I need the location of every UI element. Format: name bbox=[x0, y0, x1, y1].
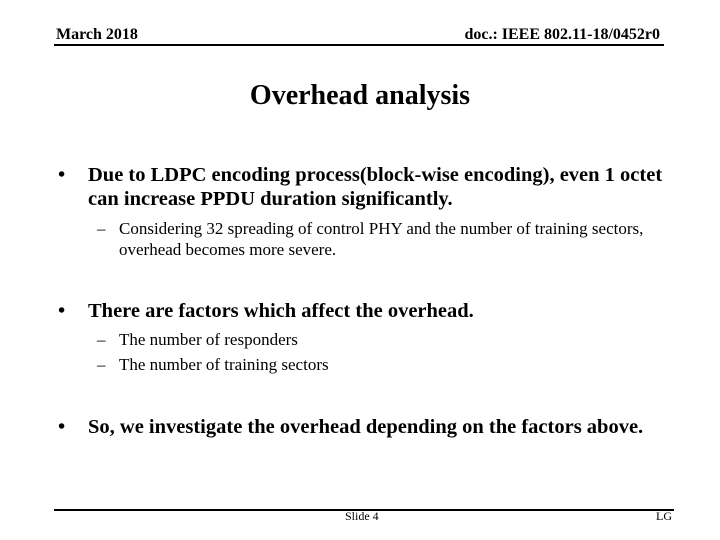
bullet-item-2 bbox=[58, 299, 668, 323]
header-divider bbox=[54, 44, 664, 46]
sub-item-text: The number of training sectors bbox=[119, 355, 329, 374]
sub-item-2-1 bbox=[97, 329, 657, 350]
bullet-item-3 bbox=[58, 415, 668, 439]
bullet-text: Due to LDPC encoding process(block-wise encoding), even 1 octet can increase PPDU duration significantly. bbox=[88, 164, 663, 210]
bullet-icon: • bbox=[58, 164, 66, 186]
bullet-text: There are factors which affect the overhead. bbox=[88, 300, 474, 322]
bullet-item-1 bbox=[58, 163, 668, 211]
dash-icon: – bbox=[97, 330, 106, 349]
sub-item-2-2 bbox=[97, 354, 657, 375]
slide-title: Overhead analysis bbox=[249, 80, 471, 111]
bullet-text: So, we investigate the overhead depending on the factors above. bbox=[88, 416, 644, 438]
sub-item-text: Considering 32 spreading of control PHY and the number of training sectors, overhead becomes more severe. bbox=[119, 219, 644, 259]
footer-slide-number: Slide 4 bbox=[345, 509, 379, 523]
dash-icon: – bbox=[97, 355, 106, 374]
footer-organization: LG bbox=[656, 509, 672, 523]
header-doc-id: doc.: IEEE 802.11-18/0452r0 bbox=[464, 26, 660, 43]
header-date: March 2018 bbox=[56, 26, 138, 43]
sub-item-text: The number of responders bbox=[119, 330, 298, 349]
bullet-icon: • bbox=[58, 300, 66, 322]
dash-icon: – bbox=[97, 219, 106, 238]
sub-item-1-1 bbox=[97, 218, 657, 260]
bullet-icon: • bbox=[58, 416, 66, 438]
